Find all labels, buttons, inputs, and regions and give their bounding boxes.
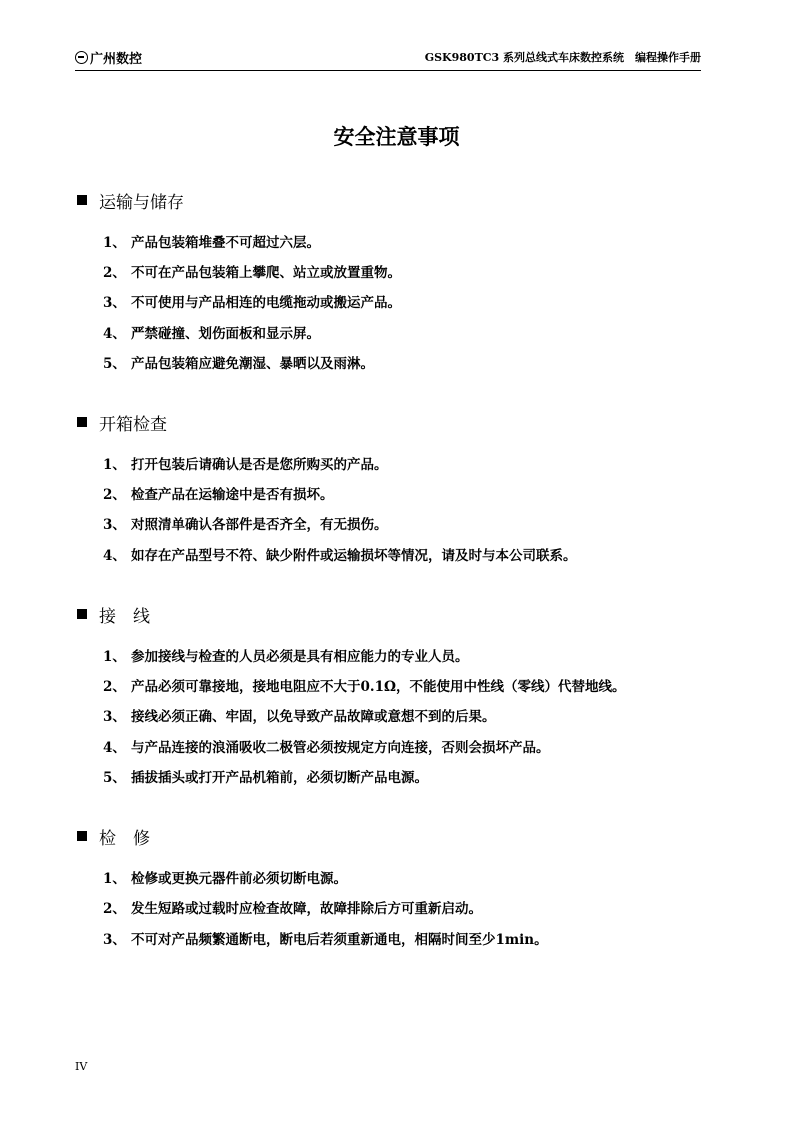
item-number: 1、 bbox=[103, 649, 126, 665]
item-number: 4、 bbox=[103, 326, 126, 342]
item-text: 发生短路或过载时应检查故障，故障排除后方可重新启动。 bbox=[131, 901, 482, 917]
list-item bbox=[103, 232, 320, 250]
item-number: 1、 bbox=[103, 235, 126, 251]
item-text: 打开包装后请确认是否是您所购买的产品。 bbox=[131, 457, 388, 473]
list-item bbox=[103, 898, 482, 916]
item-number: 3、 bbox=[103, 709, 126, 725]
section-heading-text: 运输与储存 bbox=[99, 192, 184, 213]
item-text: 接线必须正确、牢固，以免导致产品故障或意想不到的后果。 bbox=[131, 709, 496, 725]
item-text: 如存在产品型号不符、缺少附件或运输损坏等情况，请及时与本公司联系。 bbox=[131, 548, 577, 564]
item-number: 5、 bbox=[103, 356, 126, 372]
item-number: 4、 bbox=[103, 548, 126, 564]
list-item bbox=[103, 706, 496, 724]
section-heading-text: 开箱检查 bbox=[99, 414, 167, 435]
list-item bbox=[103, 353, 374, 371]
list-item bbox=[103, 545, 577, 563]
item-text: 对照清单确认各部件是否齐全，有无损伤。 bbox=[131, 517, 388, 533]
item-number: 5、 bbox=[103, 770, 126, 786]
square-bullet-icon bbox=[77, 609, 87, 619]
item-text: 产品必须可靠接地，接地电阻应不大于0.1Ω，不能使用中性线（零线）代替地线。 bbox=[131, 679, 626, 695]
list-item bbox=[103, 484, 334, 502]
list-item bbox=[103, 292, 401, 310]
page-title: 安全注意事项 bbox=[333, 125, 460, 149]
item-number: 2、 bbox=[103, 901, 126, 917]
page-number: IV bbox=[75, 1060, 88, 1073]
list-item bbox=[103, 323, 320, 341]
section-heading-text: 检 修 bbox=[99, 828, 150, 849]
logo-text: 广州数控 bbox=[90, 52, 143, 67]
square-bullet-icon bbox=[77, 195, 87, 205]
item-text: 检查产品在运输途中是否有损坏。 bbox=[131, 487, 334, 503]
section-heading bbox=[77, 412, 167, 435]
item-number: 3、 bbox=[103, 517, 126, 533]
item-text: 不可使用与产品相连的电缆拖动或搬运产品。 bbox=[131, 295, 401, 311]
section-heading bbox=[77, 826, 150, 849]
item-text: 与产品连接的浪涌吸收二极管必须按规定方向连接，否则会损坏产品。 bbox=[131, 740, 550, 756]
item-number: 4、 bbox=[103, 740, 126, 756]
square-bullet-icon bbox=[77, 417, 87, 427]
item-text: 产品包装箱应避免潮湿、暴晒以及雨淋。 bbox=[131, 356, 374, 372]
list-item bbox=[103, 868, 347, 886]
item-number: 2、 bbox=[103, 679, 126, 695]
list-item bbox=[103, 514, 388, 532]
list-item bbox=[103, 262, 401, 280]
list-item bbox=[103, 929, 548, 947]
item-number: 2、 bbox=[103, 265, 126, 281]
list-item bbox=[103, 454, 388, 472]
square-bullet-icon bbox=[77, 831, 87, 841]
section-heading bbox=[77, 190, 184, 213]
item-text: 插拔插头或打开产品机箱前，必须切断产品电源。 bbox=[131, 770, 428, 786]
item-text: 严禁碰撞、划伤面板和显示屏。 bbox=[131, 326, 320, 342]
page-header bbox=[75, 44, 701, 71]
list-item bbox=[103, 767, 428, 785]
company-logo bbox=[75, 48, 142, 67]
item-number: 1、 bbox=[103, 871, 126, 887]
item-text: 不可对产品频繁通断电，断电后若须重新通电，相隔时间至少1min。 bbox=[131, 932, 548, 948]
item-text: 参加接线与检查的人员必须是具有相应能力的专业人员。 bbox=[131, 649, 469, 665]
item-text: 检修或更换元器件前必须切断电源。 bbox=[131, 871, 347, 887]
section-heading-text: 接 线 bbox=[99, 606, 150, 627]
item-text: 产品包装箱堆叠不可超过六层。 bbox=[131, 235, 320, 251]
item-number: 1、 bbox=[103, 457, 126, 473]
item-number: 3、 bbox=[103, 295, 126, 311]
gsk-logo-icon bbox=[75, 51, 88, 64]
item-text: 不可在产品包装箱上攀爬、站立或放置重物。 bbox=[131, 265, 401, 281]
item-number: 2、 bbox=[103, 487, 126, 503]
list-item bbox=[103, 646, 469, 664]
document-title: GSK980TC3 系列总线式车床数控系统 编程操作手册 bbox=[424, 51, 701, 64]
list-item bbox=[103, 676, 626, 694]
list-item bbox=[103, 737, 550, 755]
item-number: 3、 bbox=[103, 932, 126, 948]
section-heading bbox=[77, 604, 150, 627]
